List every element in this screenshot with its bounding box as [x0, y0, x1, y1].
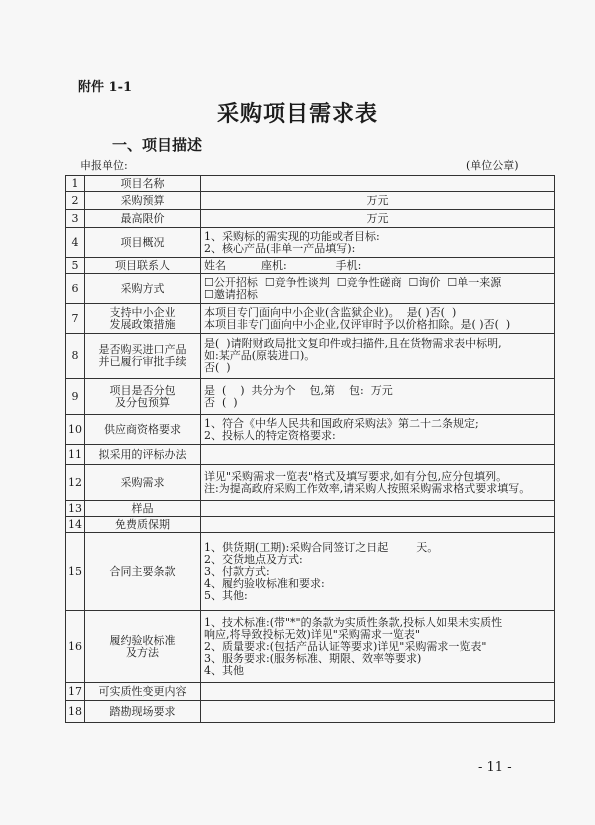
row-number: 18 — [66, 701, 85, 723]
row-value[interactable] — [201, 465, 555, 501]
row-value[interactable] — [201, 701, 555, 723]
row-value-line: 2、投标人的特定资格要求: — [204, 428, 336, 442]
row-label: 项目名称 — [85, 176, 201, 192]
row-value-line: 本项目非专门面向中小企业,仅评审时予以价格扣除。是( )否( ) — [204, 317, 511, 331]
table-row — [66, 611, 555, 683]
row-label-line: 及分包预算 — [115, 395, 170, 409]
row-value[interactable] — [201, 210, 555, 228]
row-value-line: 如:某产品(原装进口)。 — [204, 349, 316, 362]
row-number: 15 — [66, 533, 85, 611]
row-label: 采购需求 — [85, 465, 201, 501]
row-label: 项目概况 — [85, 228, 201, 258]
table-row — [66, 415, 555, 445]
table-row — [66, 192, 555, 210]
row-value[interactable] — [201, 176, 555, 192]
row-value[interactable] — [201, 304, 555, 334]
row-value-line: 万元 — [366, 193, 389, 207]
row-number: 6 — [66, 274, 85, 304]
row-value[interactable] — [201, 379, 555, 415]
seal-label: (单位公章) — [466, 159, 519, 172]
row-label-line: 发展政策措施 — [109, 317, 176, 331]
table-row — [66, 228, 555, 258]
row-value[interactable] — [201, 533, 555, 611]
row-label-line: 并已履行审批手续 — [98, 355, 187, 368]
row-value-line: 3、服务要求:(服务标准、期限、效率等要求) — [204, 651, 422, 665]
row-value[interactable] — [201, 445, 555, 465]
row-number: 14 — [66, 517, 85, 533]
table-row — [66, 533, 555, 611]
table-row — [66, 334, 555, 379]
row-value-line: 是( )请附财政局批文复印件或扫描件,且在货物需求表中标明, — [204, 337, 502, 350]
row-value-line: 4、履约验收标准和要求: — [204, 576, 325, 590]
row-value[interactable] — [201, 228, 555, 258]
row-value-line: 5、其他: — [204, 588, 248, 602]
row-label: 项目联系人 — [85, 258, 201, 274]
row-label — [85, 304, 201, 334]
row-value-line: ☐邀请招标 — [204, 287, 258, 301]
row-label-line: 是否购买进口产品 — [98, 343, 187, 356]
row-value[interactable] — [201, 517, 555, 533]
row-number: 2 — [66, 192, 85, 210]
row-number: 1 — [66, 176, 85, 192]
table-row — [66, 274, 555, 304]
row-value-line: ☐公开招标 ☐竞争性谈判 ☐竞争性磋商 ☐询价 ☐单一来源 — [204, 275, 502, 289]
row-label — [85, 611, 201, 683]
requirements-table — [65, 175, 555, 723]
row-value[interactable] — [201, 258, 555, 274]
row-label: 采购方式 — [85, 274, 201, 304]
row-label: 采购预算 — [85, 192, 201, 210]
row-value-line: 2、交货地点及方式: — [204, 552, 303, 566]
row-number: 13 — [66, 501, 85, 517]
page-title: 采购项目需求表 — [216, 101, 378, 127]
row-number: 9 — [66, 379, 85, 415]
row-value-line: 否( ) — [204, 361, 231, 374]
row-value[interactable] — [201, 501, 555, 517]
row-value-line: 1、供货期(工期):采购合同签订之日起 天。 — [204, 540, 439, 554]
row-label: 可实质性变更内容 — [85, 683, 201, 701]
row-number: 17 — [66, 683, 85, 701]
row-value-line: 3、付款方式: — [204, 564, 270, 578]
table-row — [66, 258, 555, 274]
table-row — [66, 465, 555, 501]
row-label-line: 支持中小企业 — [109, 305, 176, 319]
row-value-line: 1、符合《中华人民共和国政府采购法》第二十二条规定; — [204, 416, 479, 430]
row-value-line: 2、核心产品(非单一产品填写): — [204, 241, 356, 255]
row-value-line: 响应,将导致投标无效)详见"采购需求一览表" — [204, 627, 420, 641]
row-value[interactable] — [201, 274, 555, 304]
table-row — [66, 304, 555, 334]
row-value[interactable] — [201, 683, 555, 701]
row-number: 3 — [66, 210, 85, 228]
row-number: 5 — [66, 258, 85, 274]
row-value-line: 是 ( ) 共分为个 包,第 包: 万元 — [204, 383, 393, 397]
row-label: 供应商资格要求 — [85, 415, 201, 445]
row-number: 4 — [66, 228, 85, 258]
row-value-line: 万元 — [366, 211, 389, 225]
row-value[interactable] — [201, 415, 555, 445]
row-label: 合同主要条款 — [85, 533, 201, 611]
row-value[interactable] — [201, 334, 555, 379]
table-row — [66, 176, 555, 192]
row-value-line: 详见"采购需求一览表"格式及填写要求,如有分包,应分包填列。 — [204, 469, 508, 483]
row-label: 踏勘现场要求 — [85, 701, 201, 723]
row-value-line: 本项目专门面向中小企业(含监狱企业)。 是( )否( ) — [204, 305, 457, 319]
table-row — [66, 445, 555, 465]
attachment-label: 附件 1-1 — [78, 80, 133, 95]
row-number: 16 — [66, 611, 85, 683]
table-row — [66, 379, 555, 415]
row-value-line: 注:为提高政府采购工作效率,请采购人按照采购需求格式要求填写。 — [204, 481, 531, 495]
row-label-line: 履约验收标准 — [109, 633, 176, 647]
table-row — [66, 210, 555, 228]
row-label-line: 及方法 — [126, 645, 159, 659]
row-label — [85, 334, 201, 379]
row-number: 7 — [66, 304, 85, 334]
table-row — [66, 517, 555, 533]
row-label: 样品 — [85, 501, 201, 517]
row-label: 最高限价 — [85, 210, 201, 228]
row-value-line: 姓名 座机: 手机: — [204, 258, 362, 272]
row-value-line: 1、采购标的需实现的功能或者目标: — [204, 229, 380, 243]
row-label: 免费质保期 — [85, 517, 201, 533]
row-label — [85, 379, 201, 415]
row-label-line: 项目是否分包 — [109, 383, 176, 397]
section-heading: 一、项目描述 — [112, 136, 203, 154]
row-number: 11 — [66, 445, 85, 465]
row-label: 拟采用的评标办法 — [85, 445, 201, 465]
row-number: 10 — [66, 415, 85, 445]
row-number: 8 — [66, 334, 85, 379]
row-value-line: 1、技术标准:(带"*"的条款为实质性条款,投标人如果未实质性 — [204, 615, 503, 629]
row-value-line: 4、其他 — [204, 663, 244, 677]
row-value[interactable] — [201, 611, 555, 683]
applicant-unit-label: 申报单位: — [80, 159, 128, 172]
table-row — [66, 501, 555, 517]
table-row — [66, 683, 555, 701]
row-value-line: 否 ( ) — [204, 395, 238, 409]
page-number: - 11 - — [478, 760, 512, 775]
row-number: 12 — [66, 465, 85, 501]
table-row — [66, 701, 555, 723]
row-value[interactable] — [201, 192, 555, 210]
row-value-line: 2、质量要求:(包括产品认证等要求)详见"采购需求一览表" — [204, 639, 487, 653]
